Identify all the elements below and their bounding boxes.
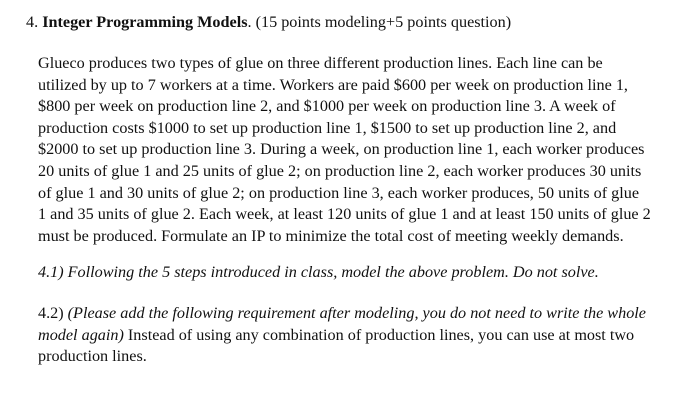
question-heading	[26, 12, 511, 32]
subquestion-4-2-note: (Please add the following requirement after modeling, you do not need to write the whole	[67, 304, 646, 322]
subquestion-4-2	[38, 303, 678, 368]
subquestion-4-2-note-end: model again)	[38, 325, 124, 344]
subquestion-4-2-line-1	[38, 303, 678, 325]
question-points: . (15 points modeling+5 points question)	[247, 13, 512, 31]
problem-line: $2000 to set up production line 3. During a week, on production line 1, each worker produces	[38, 140, 645, 159]
subquestion-4-2-line-2	[38, 325, 678, 347]
problem-line: Glueco produces two types of glue on three different production lines. Each line can be	[38, 54, 603, 72]
problem-line: utilized by up to 7 workers at a time. Workers are paid $600 per week on production line 1,	[38, 75, 628, 94]
subquestion-4-1: 4.1) Following the 5 steps introduced in class, model the above problem. Do not solve.	[38, 263, 599, 281]
problem-line: production costs $1000 to set up production line 1, $1500 to set up production line 2, and	[38, 118, 617, 137]
problem-statement	[38, 53, 678, 247]
subquestion-4-2-prefix: 4.2)	[38, 304, 68, 322]
problem-line: $800 per week on production line 2, and $1000 per week on production line 3. A week of	[38, 97, 616, 116]
subquestion-4-2-line-3: production lines.	[38, 347, 147, 366]
problem-line: of glue 1 and 30 units of glue 2; on production line 3, each worker produces, 50 units of glue	[38, 183, 640, 202]
subquestion-4-2-requirement: Instead of using any combination of production lines, you can use at most two	[123, 325, 635, 344]
problem-line: must be produced. Formulate an IP to minimize the total cost of meeting weekly demands.	[38, 226, 624, 245]
question-number: 4.	[26, 13, 39, 31]
problem-line: 1 and 35 units of glue 2. Each week, at least 120 units of glue 1 and at least 150 units of glue 2	[38, 205, 651, 224]
question-title: Integer Programming Models	[42, 13, 248, 31]
problem-line: 20 units of glue 1 and 25 units of glue 2; on production line 2, each worker produces 30 units	[38, 161, 642, 180]
